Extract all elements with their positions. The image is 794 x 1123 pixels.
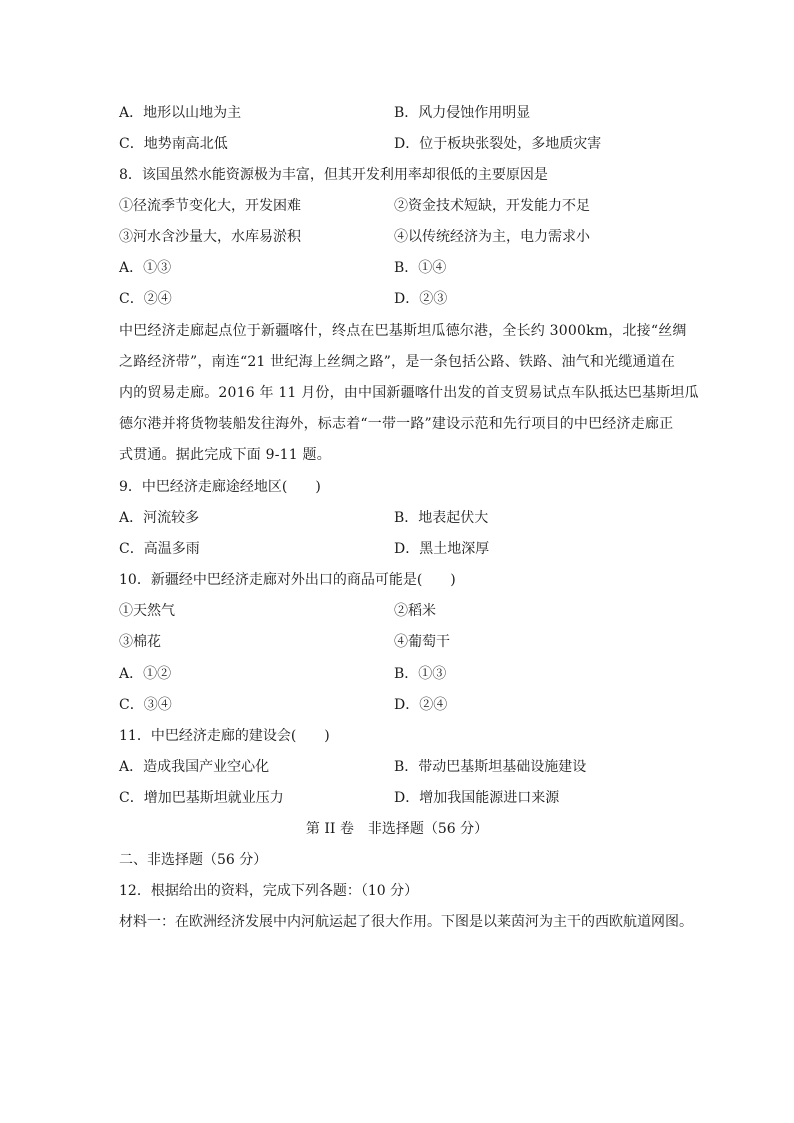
q11-option-b: B．带动巴基斯坦基础设施建设 [394, 759, 587, 775]
q8-option-a: A．①③ [119, 260, 172, 276]
passage-line: 中巴经济走廊起点位于新疆喀什，终点在巴基斯坦瓜德尔港，全长约 3000km，北接“丝绸 [119, 323, 687, 339]
q8-statement-3: ③河水含沙量大，水库易淤积 [119, 229, 301, 245]
q9-option-b: B．地表起伏大 [394, 510, 489, 526]
q7-option-b: B．风力侵蚀作用明显 [394, 105, 531, 121]
q11-option-d: D．增加我国能源进口来源 [394, 790, 560, 806]
q11-stem: 11．中巴经济走廊的建设会( ) [119, 728, 330, 744]
q8-option-d: D．②③ [394, 291, 448, 307]
q11-option-c: C．增加巴基斯坦就业压力 [119, 790, 284, 806]
passage-line: 式贯通。据此完成下面 9-11 题。 [119, 447, 331, 463]
q10-option-d: D．②④ [394, 697, 448, 713]
q10-statement-4: ④葡萄干 [394, 634, 450, 650]
q10-statement-2: ②稻米 [394, 603, 436, 619]
passage-line: 内的贸易走廊。2016 年 11 月份，由中国新疆喀什出发的首支贸易试点车队抵达巴基斯坦瓜 [119, 385, 699, 401]
q10-statement-1: ①天然气 [119, 603, 175, 619]
q8-option-c: C．②④ [119, 291, 172, 307]
q10-option-a: A．①② [119, 666, 172, 682]
q7-option-d: D．位于板块张裂处，多地质灾害 [394, 136, 602, 152]
q8-statement-1: ①径流季节变化大，开发困难 [119, 198, 301, 214]
q11-option-a: A．造成我国产业空心化 [119, 759, 270, 775]
q10-option-c: C．③④ [119, 697, 172, 713]
reading-passage [119, 316, 699, 471]
q7-option-c: C．地势南高北低 [119, 136, 228, 152]
q8-statement-2: ②资金技术短缺，开发能力不足 [394, 198, 590, 214]
q12-material-1: 材料一：在欧洲经济发展中内河航运起了很大作用。下图是以莱茵河为主干的西欧航道网图。 [119, 914, 693, 930]
passage-line: 之路经济带”，南连“21 世纪海上丝绸之路”，是一条包括公路、铁路、油气和光缆通道在 [119, 354, 676, 370]
q9-stem: 9．中巴经济走廊途经地区( ) [119, 479, 321, 495]
q7-option-a: A．地形以山地为主 [119, 105, 242, 121]
q10-statement-3: ③棉花 [119, 634, 161, 650]
q10-stem: 10．新疆经中巴经济走廊对外出口的商品可能是( ) [119, 572, 456, 588]
part-2-title: 第 II 卷 非选择题（56 分） [305, 821, 489, 837]
q9-option-a: A．河流较多 [119, 510, 200, 526]
passage-line: 德尔港并将货物装船发往海外，标志着“一带一路”建设示范和先行项目的中巴经济走廊正 [119, 416, 674, 432]
q8-stem: 8．该国虽然水能资源极为丰富，但其开发利用率却很低的主要原因是 [119, 167, 548, 183]
section-heading: 二、非选择题（56 分） [119, 852, 268, 868]
q8-option-b: B．①④ [394, 260, 447, 276]
q9-option-d: D．黑土地深厚 [394, 541, 490, 557]
q8-statement-4: ④以传统经济为主，电力需求小 [394, 229, 590, 245]
q9-option-c: C．高温多雨 [119, 541, 200, 557]
q12-stem: 12．根据给出的资料，完成下列各题：（10 分） [119, 883, 419, 899]
q10-option-b: B．①③ [394, 666, 447, 682]
